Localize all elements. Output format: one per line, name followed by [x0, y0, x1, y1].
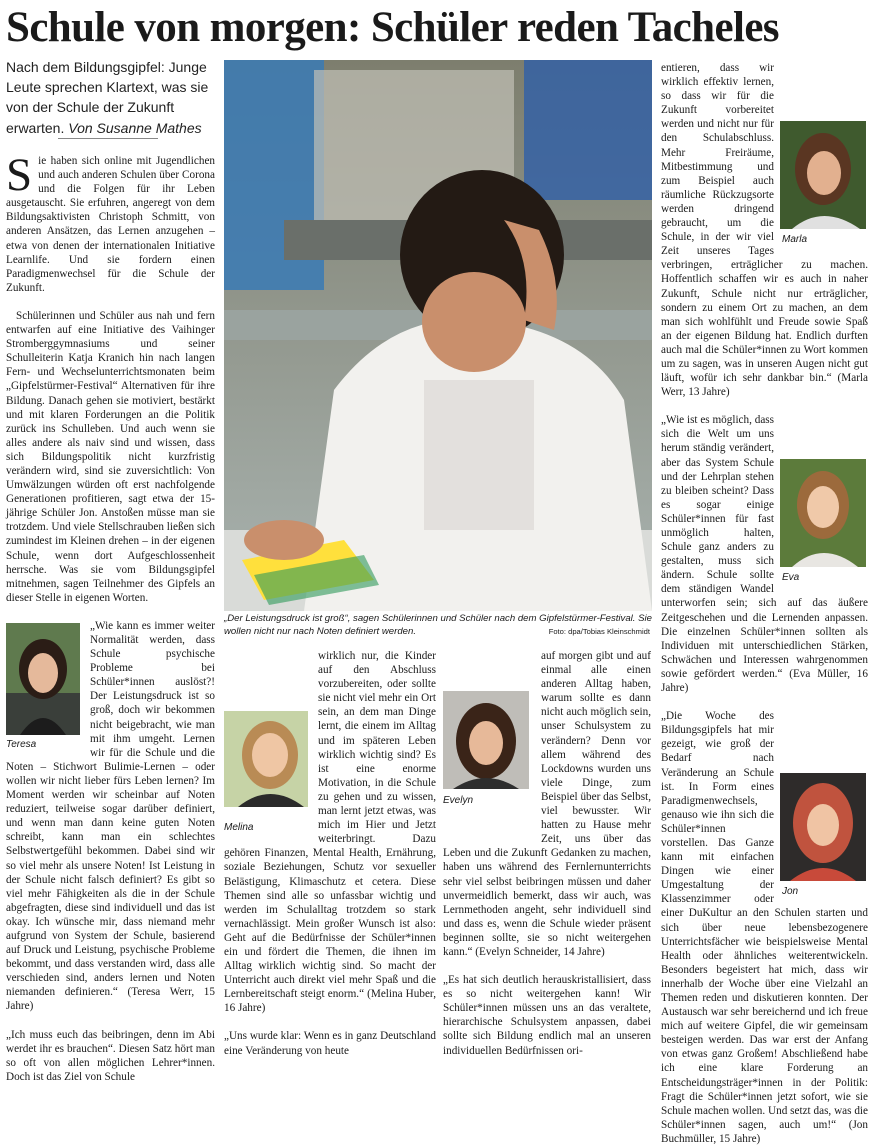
col4-paragraph-3: „Die Woche des Bildungsgipfels hat mir gezeigt, wie groß der Bedarf nach Veränderung an Schule ist. In Form eines Paradigmenwechsels, genauso wie ihn sich die Schüler*innen vorstellen. Das Ganze kann mit einfachen Dingen wie einer Umgestaltung der Klassenzimmer oder einer DuKultur an den Schulen starten und sich über neue lebensbezogenere Unterrichtsfächer wie beispielsweise Mental Health oder ähnliches weiterentwickeln. Besonders begeistert hat mich, dass wir innerhalb der Woche über eine Vielzahl an Themen reden und diskutieren konnten. Der Austausch war sehr bereichernd und ich freue mich auf weitere Gipfel, die wir gemeinsam besteigen werden. Das war erst der Anfang von etwas ganz Großem! Abschließend habe ich eine klare Forderung an Entscheidungsträger*innen in der Politik: Fragt die Schüler*innen jetzt sofort, wie sie Schule machen wollen. Und setzt das, was die Schüler*innen sagen, auch um!“ (Jon Buchmüller, 15 Jahre) — [661, 710, 868, 1145]
portrait-teresa — [6, 623, 80, 735]
photo-credit: Foto: dpa/Tobias Kleinschmidt — [548, 626, 650, 636]
lead-text — [6, 57, 214, 138]
col2-paragraph-1: wirklich nur, die Kinder auf den Abschluss vorzubereiten, oder sollte sie nicht viel mehr ein Ort sein, an dem man Dinge lernt, die einem im Alltag und im späteren Leben wirklich wichtig sind? Es ist eine enorme Motivation, in die Schule zu gehen und zu wissen, man lernt jetzt etwas, was mich im Hier und Jetzt weiterbringt. Dazu gehören Finanzen, Mental Health, Ernährung, soziale Beziehungen, Schutz vor sexueller Belästigung, Klimaschutz et cetera. Diese Themen sind alle so unfassbar wichtig und werden im Schulalltag trotzdem so stark vernachlässigt. Mein großer Wunsch ist also: Geht auf die Bedürfnisse der Schüler*innen ein und fördert die Themen, die ihnen im Alltag wirklich wichtig sind. So macht der Unterricht auch direkt viel mehr Spaß und die Lernbereitschaft steigt enorm.“ (Melina Huber, 16 Jahre) — [224, 650, 436, 1015]
portrait-evelyn — [443, 691, 529, 789]
name-teresa: Teresa — [6, 738, 37, 750]
caption-text: „Der Leistungsdruck ist groß“, sagen Schülerinnen und Schüler nach dem Gipfelstürmer-Festival. Sie wollen nicht nur nach Noten definiert werden. — [224, 613, 653, 637]
column-4 — [661, 61, 868, 1146]
name-evelyn: Evelyn — [443, 795, 474, 806]
column-1 — [6, 149, 215, 1084]
teresa-photo-block — [6, 623, 84, 753]
column-2 — [224, 649, 436, 1058]
col2-paragraph-2: „Uns wurde klar: Wenn es in ganz Deutschland eine Veränderung von heute — [224, 1030, 436, 1057]
photo-caption — [224, 613, 652, 638]
portrait-jon — [780, 773, 866, 881]
portrait-marla — [780, 121, 866, 229]
column-3 — [443, 649, 651, 1058]
portrait-eva — [780, 459, 866, 567]
dropcap: S — [6, 149, 33, 201]
eva-photo-block — [780, 459, 868, 585]
col4-paragraph-2: „Wie ist es möglich, dass sich die Welt um uns herum ständig verändert, aber das System Schule und der Lehrplan stehen zu bleiben scheint? Dass es sogar einige Schüler*innen für fast unmöglich halten, Schule ganz anders zu gestalten, muss sich ändern. Schule sollte dem ständigen Wandel unterworfen sein; sich auf das äußere Zeitgeschehen und die Lernenden anpassen. Die einzelnen Schüler*innen sollten als Individuen mit unterschiedlichen Stärken, Schwächen und Interessen wahrgenommen sowie gefördert werden.“ (Eva Müller, 16 Jahre) — [661, 414, 868, 695]
marla-photo-block — [780, 121, 868, 247]
name-jon: Jon — [782, 886, 799, 898]
student-photo-illustration — [224, 60, 652, 611]
col1-paragraph-4: „Ich muss euch das beibringen, denn im Abi werdet ihr es brauchen“. Diesen Satz hört man so oft von allen möglichen Lehrer*innen. Doch ist das Ziel von Schule — [6, 1028, 215, 1083]
jon-photo-block — [780, 773, 868, 899]
melina-photo-block — [224, 711, 312, 837]
col1-paragraph-1: ie haben sich online mit Jugendlichen und auch anderen Schulen über Corona und die Folgen für ihr Leben ausgetauscht. Sie erfuhren, angeregt von dem Bildungsaktivisten Christoph Schmitt, von anderen Ansätzen, das Lernen anzugehen – etwa von denen der internationalen Initiative Learnlife. Und sie fordern einen Paradigmenwechsel für die Schule der Zukunft. — [6, 155, 215, 294]
portrait-melina — [224, 711, 308, 807]
col1-paragraph-2: Schülerinnen und Schüler aus nah und fern entwarfen auf eine Initiative des Vaihinger Stromberggymnasiums und seiner Schulleiterin Katja Kranich hin nach langen Fern- und Wechselunterrichtsmonaten beim „Gipfelstürmer-Festival“ Alternativen für ihre Bildung. Danach gehen sie motiviert, bestärkt und mit klaren Forderungen an die Politik zurück ins Schulleben. Und auch wenn sie alles andere als naiv sind und wissen, dass sich Bildungspolitik nicht kurzfristig verändern wird, sind sie zuversichtlich: Von Umwälzungen würden oft erst nachfolgende Generationen profitieren, sagt etwa der 15-jährige Schüler Jon. Anstoßen müsse man sie trotzdem. Und viele Stellschrauben ließen sich zumindest im Kleinen drehen – in der eigenen Schule, wenn dort Aufgeschlossenheit herrsche. Was sie vom Bildungsgipfel mitnehmen, sagen Teilnehmer des Gipfels an dieser Stelle in eigenen Worten. — [6, 309, 215, 604]
name-melina: Melina — [224, 822, 254, 833]
lead-body: Nach dem Bildungsgipfel: Junge Leute sprechen Klartext, was sie von der Schule der Zukunft erwarten. — [6, 59, 209, 136]
main-photo — [224, 60, 652, 611]
col1-paragraph-3: „Wie kann es immer weiter Normalität werden, dass Schule psychische Probleme bei Schüler*innen auslöst?! Der Leistungsdruck ist so groß, doch wir bekommen nicht beigebracht, wie man mit ihm umgeht. Lernen wir für die Schule und die Noten – Stichwort Bulimie-Lernen – oder wollen wir nicht lieber fürs Leben lernen? Im Moment werden wir scheinbar auf Noten reduziert, teilweise sogar darüber definiert, und wenn man dann keine guten Noten schreibt, kann man ein schlechtes Selbstwertgefühl bekommen. Dabei sind wir so viel mehr als unsere Noten! Ist Leistung in der Schule nicht falsch definiert? Es gibt so viel mehr Fähigkeiten als die in der Schule abgefragten, diese sind individuell und das ist okay. Ich wünsche mir, dass niemand mehr aufgrund von System der Schule, basierend auf Druck und Leistung, psychische Probleme bekommt, und dass verstanden wird, dass alle verschieden sind, anders lernen und Noten niemanden definieren.“ (Teresa Werr, 15 Jahre) — [6, 619, 215, 1013]
byline: Von Susanne Mathes — [68, 119, 202, 136]
col3-paragraph-1: auf morgen gibt und auf einmal alle einen anderen Alltag haben, warum sollte es dann nicht auch möglich sein, unser Schulsystem zu verändern? Denn vor allem während des Lockdowns wurden uns viele Dinge, zum Beispiel über das Selbst, viel bewusster. Wir hatten zu Hause mehr Zeit, uns über das Leben und die Zukunft Gedanken zu machen, haben uns während des Fernlernunterrichts sehr viel selbst beibringen müssen und daher unvermeidlich bemerkt, dass wir auch, was Lernmethoden angeht, sehr individuell sind und dass es, wenn die Schule wieder präsent beginnen sollte, sie so nicht weitergehen kann.“ (Evelyn Schneider, 14 Jahre) — [443, 650, 651, 958]
lead-divider — [58, 138, 158, 139]
col4-paragraph-1: entieren, dass wir wirklich effektiv lernen, so dass wir für die Zukunft vorbereitet werden und nicht nur für den Schulabschluss. Mehr Freiräume, Mitbestimmung und zum Beispiel auch räumliche Rückzugsorte werden dringend gebraucht, um die Schule, in der wir viel Zeit unseres Tages verbringen, erträglicher zu machen. Hoffentlich schaffen wir es auch in naher Zukunft, Schule nicht nur erträglicher, sondern zu einem Ort zu machen, an dem man sich wohlfühlt und Freude sowie Spaß an der eigenen Bildung hat. Endlich durften auch mal die Schüler*innen zu Wort kommen um zu sagen, was in unseren Augen nicht gut läuft, wofür ich sehr dankbar bin.“ (Marla Werr, 13 Jahre) — [661, 62, 868, 399]
evelyn-photo-block — [443, 691, 535, 839]
headline: Schule von morgen: Schüler reden Tacheles — [6, 4, 779, 51]
name-marla: Marla — [782, 234, 808, 245]
name-eva: Eva — [782, 572, 800, 584]
col3-paragraph-2: „Es hat sich deutlich herauskristallisiert, dass es so nicht weitergehen kann! Wir Schüler*innen müssen uns an das veraltete, hierarchische Schulsystem anpassen, dabei sollte sich Bildung endlich mal an unseren individuellen Bedürfnissen ori- — [443, 974, 651, 1057]
